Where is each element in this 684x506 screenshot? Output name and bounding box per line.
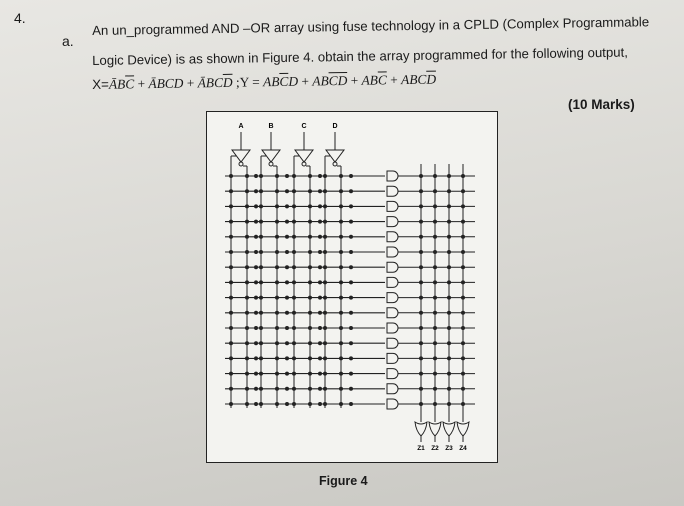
fuse-dot xyxy=(339,341,343,345)
fuse-dot xyxy=(308,402,312,406)
fuse-dot xyxy=(349,326,353,330)
fuse-dot xyxy=(285,235,289,239)
fuse-dot xyxy=(245,372,249,376)
fuse-dot xyxy=(349,235,353,239)
fuse-dot xyxy=(292,356,296,360)
fuse-dot xyxy=(254,189,258,193)
fuse-dot xyxy=(339,387,343,391)
fuse-dot xyxy=(275,265,279,269)
y-term2: $AB\overline{C}\overline{D}$ xyxy=(312,72,348,89)
fuse-dot xyxy=(323,326,327,330)
fuse-dot xyxy=(254,387,258,391)
fuse-dot xyxy=(318,402,322,406)
and-gate-11 xyxy=(387,323,398,333)
fuse-dot xyxy=(254,311,258,315)
fuse-dot xyxy=(229,341,233,345)
fuse-dot xyxy=(349,402,353,406)
output-label-z3: Z3 xyxy=(445,445,453,452)
output-label-z4: Z4 xyxy=(459,445,467,452)
fuse-dot xyxy=(318,189,322,193)
cpld-array-diagram xyxy=(207,112,497,462)
fuse-dot xyxy=(285,265,289,269)
fuse-dot xyxy=(275,174,279,178)
fuse-dot xyxy=(254,174,258,178)
fuse-dot xyxy=(339,250,343,254)
fuse-dot xyxy=(318,265,322,269)
fuse-dot xyxy=(245,356,249,360)
input-label-b: B xyxy=(268,123,274,130)
input-label-d: D xyxy=(332,123,338,130)
fuse-dot xyxy=(308,235,312,239)
fuse-dot xyxy=(254,402,258,406)
fuse-dot xyxy=(285,311,289,315)
fuse-dot xyxy=(349,265,353,269)
fuse-dot xyxy=(292,311,296,315)
question-number: 4. xyxy=(14,10,26,26)
fuse-dot xyxy=(259,372,263,376)
fuse-dot xyxy=(245,326,249,330)
fuse-dot xyxy=(275,280,279,284)
fuse-dot xyxy=(349,189,353,193)
fuse-dot xyxy=(308,356,312,360)
fuse-dot xyxy=(318,387,322,391)
fuse-dot xyxy=(339,174,343,178)
fuse-dot xyxy=(285,189,289,193)
fuse-dot xyxy=(292,220,296,224)
fuse-dot xyxy=(323,356,327,360)
fuse-dot xyxy=(259,311,263,315)
fuse-dot xyxy=(254,265,258,269)
fuse-dot xyxy=(229,326,233,330)
fuse-dot xyxy=(245,387,249,391)
fuse-dot xyxy=(245,402,249,406)
or-gate-1 xyxy=(415,422,427,436)
x-term3: $ĀBC\overline{D}$ xyxy=(197,74,233,91)
fuse-dot xyxy=(349,311,353,315)
fuse-dot xyxy=(259,280,263,284)
fuse-dot xyxy=(254,250,258,254)
y-term4: $ABC\overline{D}$ xyxy=(400,71,437,88)
and-gate-1 xyxy=(387,171,398,181)
fuse-dot xyxy=(285,250,289,254)
fuse-dot xyxy=(349,296,353,300)
fuse-dot xyxy=(349,250,353,254)
input-label-a: A xyxy=(238,123,244,130)
fuse-dot xyxy=(308,174,312,178)
fuse-dot xyxy=(259,326,263,330)
fuse-dot xyxy=(259,296,263,300)
fuse-dot xyxy=(275,189,279,193)
y-term3: $AB\overline{C}$ xyxy=(361,72,387,88)
fuse-dot xyxy=(339,326,343,330)
fuse-dot xyxy=(318,204,322,208)
fuse-dot xyxy=(292,326,296,330)
fuse-dot xyxy=(323,372,327,376)
fuse-dot xyxy=(339,204,343,208)
fuse-dot xyxy=(308,189,312,193)
fuse-dot xyxy=(245,265,249,269)
fuse-dot xyxy=(292,204,296,208)
and-gate-9 xyxy=(387,293,398,303)
fuse-dot xyxy=(254,341,258,345)
fuse-dot xyxy=(275,220,279,224)
fuse-dot xyxy=(349,174,353,178)
fuse-dot xyxy=(229,220,233,224)
or-gate-3 xyxy=(443,422,455,436)
fuse-dot xyxy=(308,341,312,345)
question-text-line1: An un_programmed AND –OR array using fuse technology in a CPLD (Complex Programmable xyxy=(92,14,650,38)
fuse-dot xyxy=(292,265,296,269)
or-gate-4 xyxy=(457,422,469,436)
fuse-dot xyxy=(318,296,322,300)
fuse-dot xyxy=(349,356,353,360)
fuse-dot xyxy=(323,174,327,178)
fuse-dot xyxy=(323,387,327,391)
figure-frame xyxy=(206,111,498,463)
fuse-dot xyxy=(323,220,327,224)
and-gate-15 xyxy=(387,384,398,394)
fuse-dot xyxy=(323,280,327,284)
and-gate-4 xyxy=(387,217,398,227)
fuse-dot xyxy=(229,174,233,178)
fuse-dot xyxy=(339,235,343,239)
fuse-dot xyxy=(323,341,327,345)
fuse-dot xyxy=(323,235,327,239)
fuse-dot xyxy=(323,296,327,300)
fuse-dot xyxy=(308,296,312,300)
fuse-dot xyxy=(229,402,233,406)
fuse-dot xyxy=(308,204,312,208)
fuse-dot xyxy=(245,235,249,239)
fuse-dot xyxy=(275,311,279,315)
fuse-dot xyxy=(318,174,322,178)
fuse-dot xyxy=(339,372,343,376)
fuse-dot xyxy=(259,356,263,360)
fuse-dot xyxy=(349,341,353,345)
fuse-dot xyxy=(339,311,343,315)
fuse-dot xyxy=(323,402,327,406)
fuse-dot xyxy=(285,280,289,284)
marks-label: (10 Marks) xyxy=(568,97,635,112)
fuse-dot xyxy=(259,250,263,254)
fuse-dot xyxy=(339,296,343,300)
fuse-dot xyxy=(245,250,249,254)
fuse-dot xyxy=(259,402,263,406)
figure-caption: Figure 4 xyxy=(319,474,368,488)
y-term1: $AB\overline{C}D$ xyxy=(262,73,299,90)
and-gate-16 xyxy=(387,399,398,409)
fuse-dot xyxy=(275,204,279,208)
fuse-dot xyxy=(285,356,289,360)
fuse-dot xyxy=(349,220,353,224)
fuse-dot xyxy=(285,296,289,300)
and-gate-2 xyxy=(387,186,398,196)
fuse-dot xyxy=(259,204,263,208)
fuse-dot xyxy=(254,235,258,239)
fuse-dot xyxy=(259,387,263,391)
or-gate-2 xyxy=(429,422,441,436)
and-gate-3 xyxy=(387,201,398,211)
fuse-dot xyxy=(275,356,279,360)
output-expressions: $X=ĀB\overline{C}$ + ĀBCD + $ĀBC\overline{D}$ ;Y = $AB\overline{C}D + AB\overline{C}\overline{D} + AB\overline{C} + ABC\overline{D}$ xyxy=(92,71,437,92)
fuse-dot xyxy=(308,387,312,391)
fuse-dot xyxy=(229,311,233,315)
x-term1: $ĀB\overline{C}$ xyxy=(108,76,135,92)
fuse-dot xyxy=(318,356,322,360)
fuse-dot xyxy=(229,250,233,254)
fuse-dot xyxy=(323,250,327,254)
and-gate-10 xyxy=(387,308,398,318)
fuse-dot xyxy=(292,341,296,345)
fuse-dot xyxy=(285,326,289,330)
question-text-line2: Logic Device) is as shown in Figure 4. obtain the array programmed for the following output, xyxy=(92,44,629,68)
x-term2: ĀBCD xyxy=(148,75,184,92)
fuse-dot xyxy=(308,372,312,376)
fuse-dot xyxy=(292,189,296,193)
fuse-dot xyxy=(254,220,258,224)
fuse-dot xyxy=(275,372,279,376)
fuse-dot xyxy=(245,296,249,300)
fuse-dot xyxy=(318,326,322,330)
fuse-dot xyxy=(275,341,279,345)
fuse-dot xyxy=(259,220,263,224)
input-label-c: C xyxy=(301,123,307,130)
fuse-dot xyxy=(292,372,296,376)
fuse-dot xyxy=(254,372,258,376)
fuse-dot xyxy=(339,189,343,193)
fuse-dot xyxy=(292,174,296,178)
fuse-dot xyxy=(285,402,289,406)
fuse-dot xyxy=(245,204,249,208)
fuse-dot xyxy=(229,235,233,239)
fuse-dot xyxy=(323,311,327,315)
and-gate-6 xyxy=(387,247,398,257)
fuse-dot xyxy=(285,372,289,376)
fuse-dot xyxy=(308,311,312,315)
question-part-label: a. xyxy=(62,33,74,49)
fuse-dot xyxy=(275,296,279,300)
fuse-dot xyxy=(318,311,322,315)
fuse-dot xyxy=(245,189,249,193)
y-expr-prefix: ;Y = xyxy=(232,74,264,90)
fuse-dot xyxy=(259,189,263,193)
and-gate-5 xyxy=(387,232,398,242)
fuse-dot xyxy=(308,326,312,330)
fuse-dot xyxy=(308,280,312,284)
fuse-dot xyxy=(254,296,258,300)
output-label-z2: Z2 xyxy=(431,445,439,452)
and-gate-8 xyxy=(387,277,398,287)
fuse-dot xyxy=(308,250,312,254)
fuse-dot xyxy=(308,265,312,269)
fuse-dot xyxy=(254,356,258,360)
fuse-dot xyxy=(229,189,233,193)
fuse-dot xyxy=(318,220,322,224)
fuse-dot xyxy=(285,387,289,391)
and-gate-12 xyxy=(387,338,398,348)
fuse-dot xyxy=(292,235,296,239)
fuse-dot xyxy=(229,372,233,376)
fuse-dot xyxy=(245,220,249,224)
fuse-dot xyxy=(229,204,233,208)
fuse-dot xyxy=(229,356,233,360)
x-expr-prefix: X= xyxy=(92,76,109,92)
fuse-dot xyxy=(292,296,296,300)
fuse-dot xyxy=(349,280,353,284)
fuse-dot xyxy=(308,220,312,224)
fuse-dot xyxy=(339,265,343,269)
fuse-dot xyxy=(259,174,263,178)
fuse-dot xyxy=(254,204,258,208)
fuse-dot xyxy=(275,387,279,391)
fuse-dot xyxy=(349,372,353,376)
fuse-dot xyxy=(318,235,322,239)
fuse-dot xyxy=(285,341,289,345)
fuse-dot xyxy=(245,311,249,315)
and-gate-7 xyxy=(387,262,398,272)
fuse-dot xyxy=(318,372,322,376)
fuse-dot xyxy=(229,387,233,391)
fuse-dot xyxy=(318,341,322,345)
fuse-dot xyxy=(245,174,249,178)
fuse-dot xyxy=(259,265,263,269)
fuse-dot xyxy=(259,235,263,239)
fuse-dot xyxy=(339,280,343,284)
fuse-dot xyxy=(349,387,353,391)
fuse-dot xyxy=(292,250,296,254)
fuse-dot xyxy=(292,402,296,406)
fuse-dot xyxy=(254,326,258,330)
fuse-dot xyxy=(275,235,279,239)
fuse-dot xyxy=(275,250,279,254)
fuse-dot xyxy=(285,174,289,178)
fuse-dot xyxy=(292,280,296,284)
fuse-dot xyxy=(254,280,258,284)
fuse-dot xyxy=(349,204,353,208)
and-gate-13 xyxy=(387,353,398,363)
fuse-dot xyxy=(318,250,322,254)
fuse-dot xyxy=(275,326,279,330)
fuse-dot xyxy=(323,204,327,208)
fuse-dot xyxy=(229,280,233,284)
fuse-dot xyxy=(339,356,343,360)
fuse-dot xyxy=(323,189,327,193)
fuse-dot xyxy=(245,341,249,345)
fuse-dot xyxy=(323,265,327,269)
fuse-dot xyxy=(339,220,343,224)
fuse-dot xyxy=(318,280,322,284)
fuse-dot xyxy=(275,402,279,406)
and-gate-14 xyxy=(387,369,398,379)
fuse-dot xyxy=(259,341,263,345)
fuse-dot xyxy=(339,402,343,406)
fuse-dot xyxy=(245,280,249,284)
fuse-dot xyxy=(285,204,289,208)
fuse-dot xyxy=(229,296,233,300)
fuse-dot xyxy=(285,220,289,224)
output-label-z1: Z1 xyxy=(417,445,425,452)
fuse-dot xyxy=(292,387,296,391)
fuse-dot xyxy=(229,265,233,269)
